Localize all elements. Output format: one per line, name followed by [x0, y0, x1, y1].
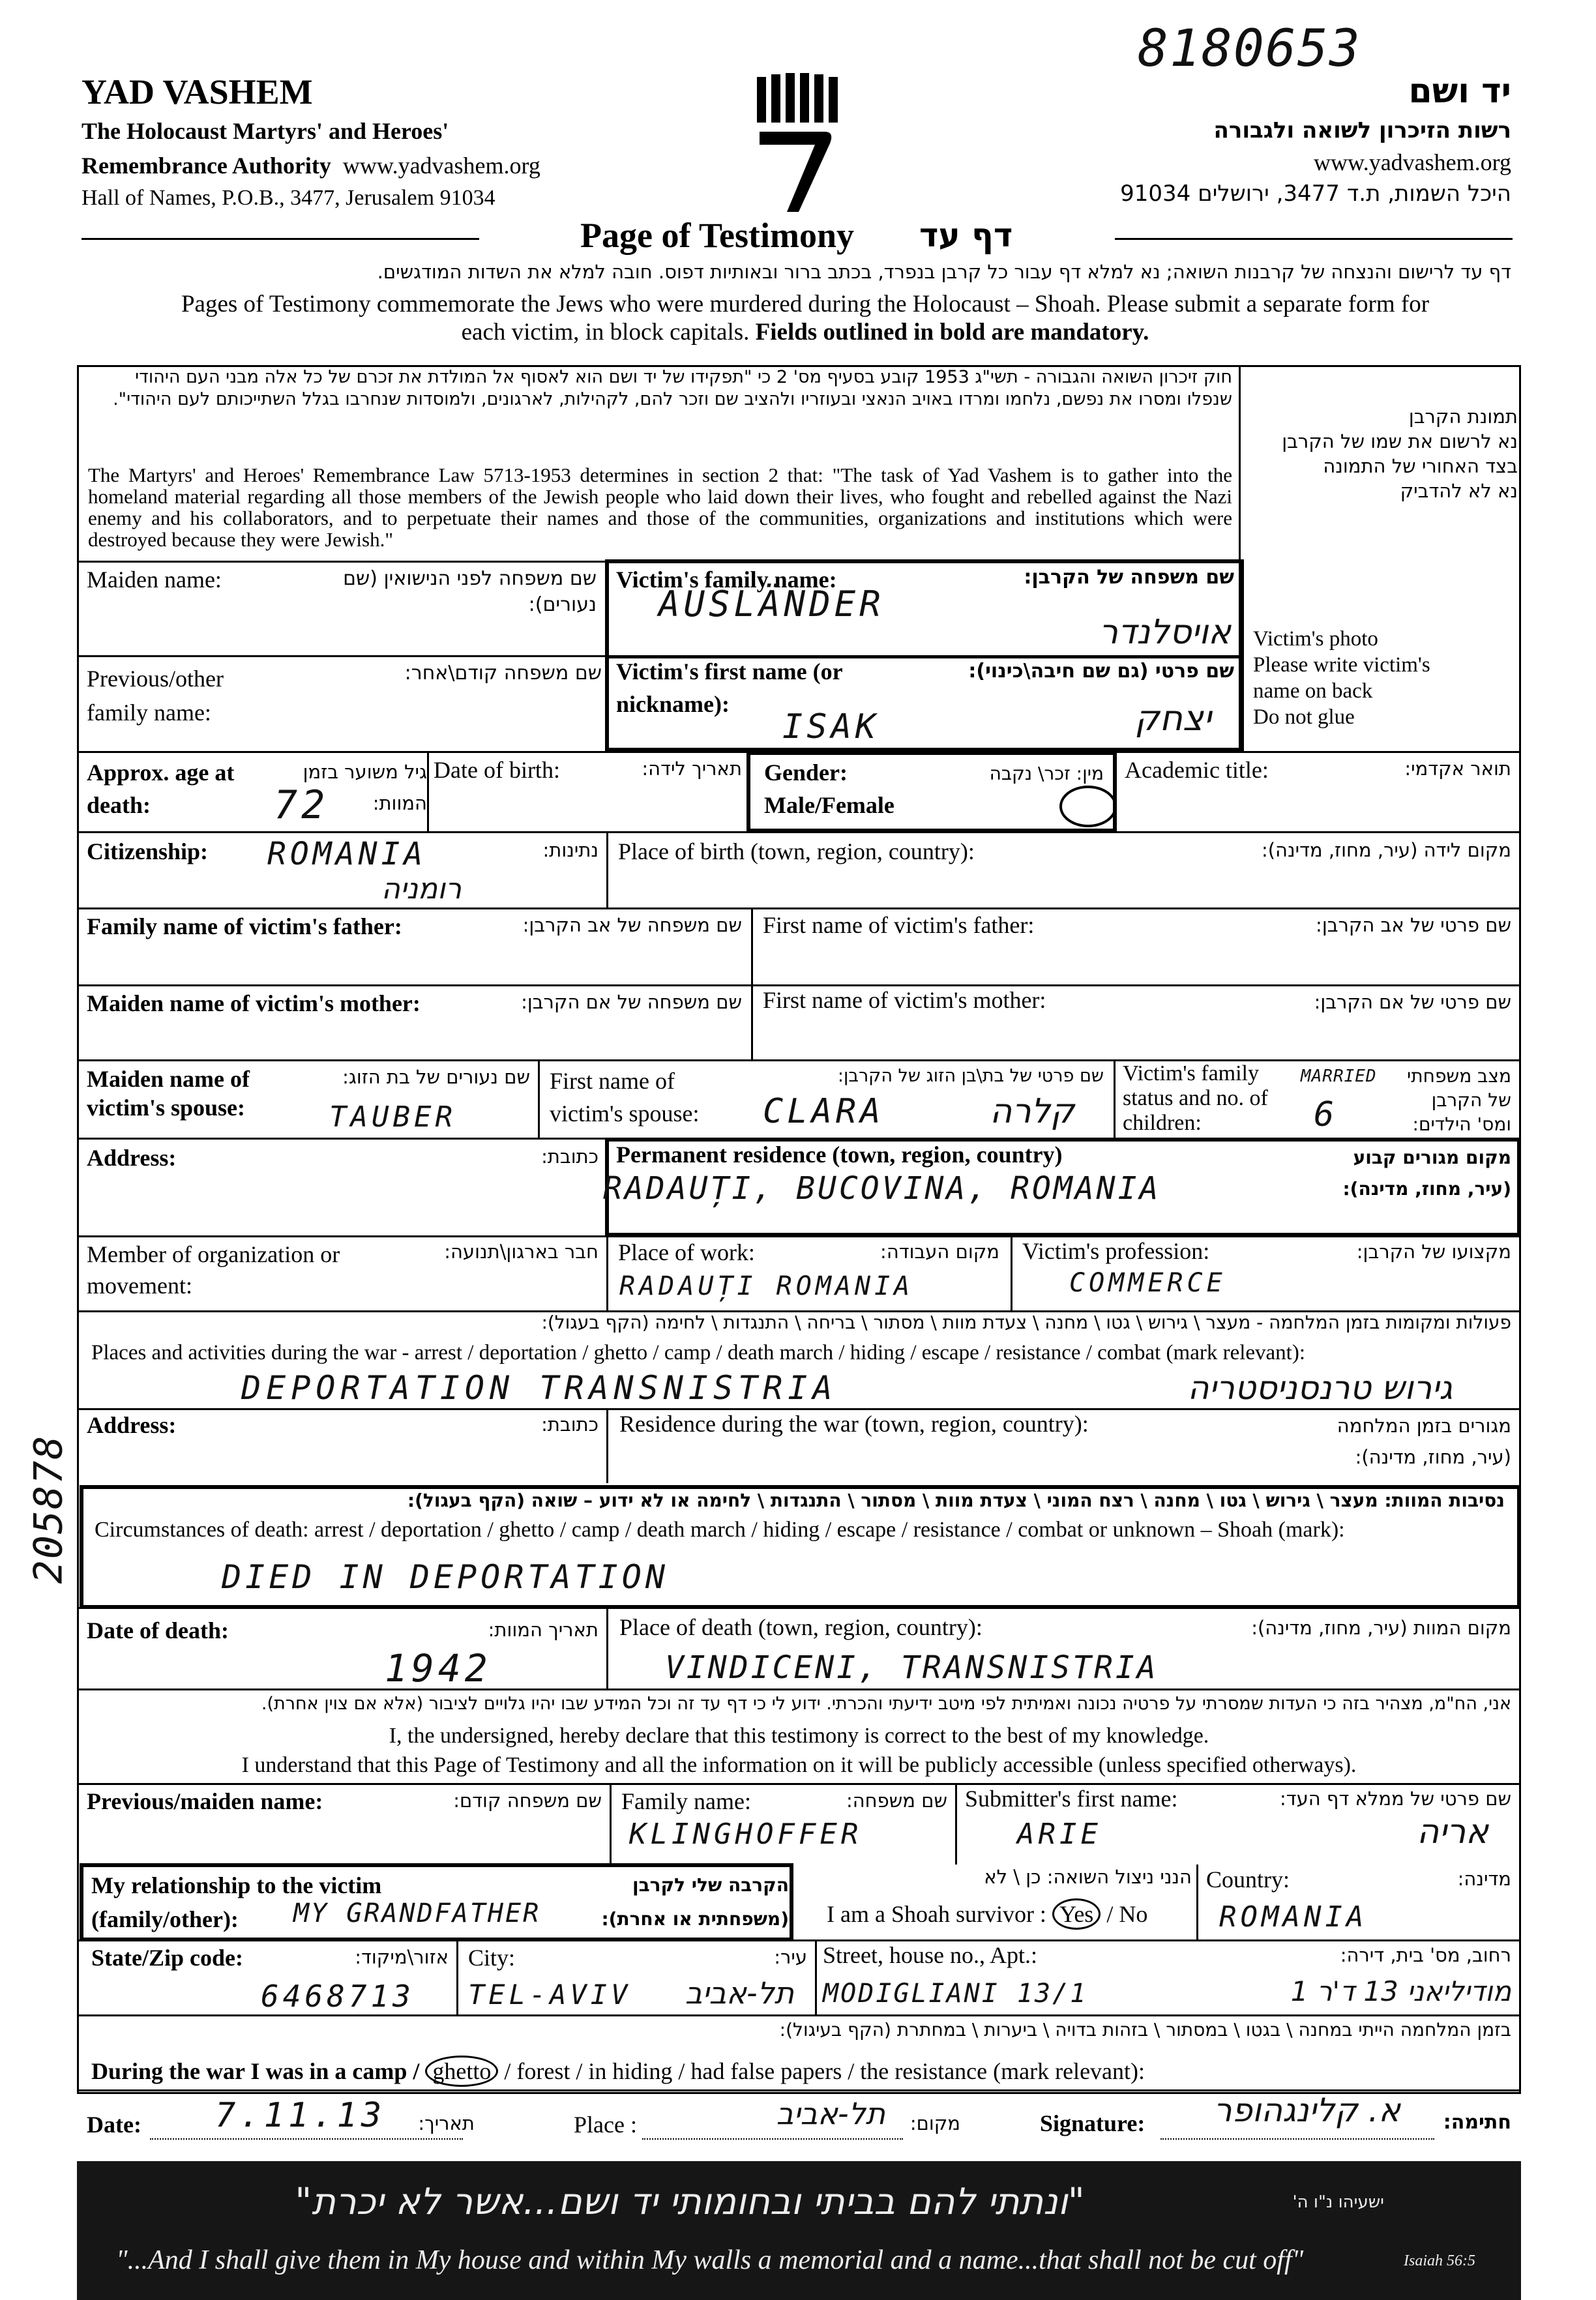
circumstances-label-he: נסיבות המוות: מעצר \ גירוש \ גטו \ מחנה \ רצח המוני \ צעדת מוות \ מסתור \ התנגדות \ לחימה או לא ידוע – שואה (הקף בעגול):	[407, 1490, 1505, 1511]
date-label: Date:	[87, 2112, 141, 2138]
instructions-en: Pages of Testimony commemorate the Jews who were murdered during the Holocaust – Shoah. Please submit a separate form for each victim, in block capitals. Fields outlined in bold are mandatory.	[181, 291, 1430, 346]
spouse-first-value-he[interactable]: קלרה	[990, 1092, 1074, 1131]
mother-maiden-label: Maiden name of victim's mother:	[87, 990, 421, 1016]
footer-ref-he: ישעיהו נ"ו ה'	[1292, 2192, 1384, 2212]
pod-value[interactable]: VINDICENI, TRANSNISTRIA	[665, 1649, 1159, 1686]
instructions-he: דף עד לרישום והנצחה של קרבנות השואה; נא למלא דף עבור כל קרבן בנפרד, בכתב ברור ובאותיות דפוס. חובה למלא את השדות המודגשים.	[377, 261, 1511, 283]
work-value[interactable]: RADAUȚI ROMANIA	[619, 1271, 914, 1301]
gender-circle[interactable]	[1059, 786, 1117, 827]
pod-label-he: מקום המוות (עיר, מחוז, מדינה):	[1251, 1617, 1511, 1639]
street-label-he: רחוב, מס' בית, דירה:	[1340, 1944, 1511, 1966]
gender-label: Gender: Male/Female	[764, 759, 894, 818]
war-places-value[interactable]: DEPORTATION TRANSNISTRIA	[241, 1369, 838, 1407]
war-places-label: Places and activities during the war - arrest / deportation / ghetto / camp / death march / hiding / escape / resistance / combat (mark relevant):	[91, 1341, 1306, 1364]
address-en: Hall of Names, P.O.B., 3477, Jerusalem 91034	[81, 186, 495, 210]
dod-label-he: תאריך המוות:	[488, 1619, 598, 1641]
spouse-maiden-label-he: שם נעורים של בת הזוג:	[342, 1066, 530, 1088]
profession-label: Victim's profession:	[1022, 1238, 1210, 1264]
street-value-he[interactable]: מודיליאני 13 ד'ר 1	[1290, 1975, 1511, 2007]
profession-label-he: מקצועו של הקרבן:	[1356, 1241, 1511, 1263]
family-name-value[interactable]: AUSLÄNDER	[658, 583, 885, 625]
member-label-he: חבר בארגון\תנועה:	[444, 1241, 598, 1263]
mother-maiden-label-he: שם משפחה של אם הקרבן:	[521, 991, 742, 1013]
family-status-label: Victim's family status and no. of children:	[1123, 1061, 1268, 1135]
signature-label: Signature:	[1040, 2110, 1145, 2136]
photo-instructions-he: תמונת הקרבן נא לרשום את שמו של הקרבן בצד האחורי של התמונה נא לא להדביק	[1282, 405, 1518, 502]
father-first-label-he: שם פרטי של אב הקרבן:	[1316, 914, 1511, 936]
zip-label-he: אזור\מיקוד:	[355, 1946, 449, 1968]
declaration-he: אני, הח"מ, מצהיר בזה כי העדות שמסרתי על פרטיה נכונה ואמיתית לפי מיטב ידיעתי והכרתי. ידוע לי כי דף עד זה וכל המידע שבו יהיו גלויים לציבור (אלא אם צוין אחרת).	[261, 1694, 1511, 1714]
perm-residence-label: Permanent residence (town, region, country)	[616, 1142, 1063, 1168]
mother-first-label: First name of victim's mother:	[763, 987, 1046, 1013]
dod-label: Date of death:	[87, 1617, 229, 1644]
page-title-he: דף עד	[919, 216, 1013, 254]
place-label-he: מקום:	[909, 2112, 960, 2134]
family-name-label-he: שם משפחה של הקרבן:	[1024, 566, 1234, 589]
age-value[interactable]: 72	[274, 782, 329, 828]
org-line2-he: רשות הזיכרון לשואה ולגבורה	[1213, 117, 1511, 143]
city-value-he[interactable]: תל-אביב	[685, 1975, 794, 2011]
maiden-name-label-he: שם משפחה לפני הנישואין (שם נעורים):	[343, 567, 597, 616]
survivor-no-option[interactable]: / No	[1106, 1901, 1148, 1927]
submitter-prev-name-label: Previous/maiden name:	[87, 1788, 323, 1814]
academic-title-label: Academic title:	[1125, 757, 1269, 783]
submitter-prev-name-label-he: שם משפחה קודם:	[453, 1790, 602, 1812]
first-name-label: Victim's first name (or nickname):	[616, 658, 842, 717]
family-status-label-he: מצב משפחתי של הקרבן ומס' הילדים:	[1406, 1065, 1511, 1135]
dob-label: Date of birth:	[434, 757, 560, 783]
footer-quote-en: "...And I shall give them in My house and within My walls a memorial and a name...that shall not be cut off"	[116, 2245, 1304, 2275]
father-first-label: First name of victim's father:	[763, 912, 1035, 938]
submitter-first-value-he[interactable]: אריה	[1417, 1812, 1488, 1851]
survivor-label: I am a Shoah survivor : Yes / No	[827, 1898, 1147, 1930]
age-label-he: גיל משוער בזמן המוות:	[303, 761, 427, 814]
war-address-label-he: כתובת:	[541, 1413, 598, 1436]
maiden-name-label: Maiden name:	[87, 567, 222, 593]
address-label: Address:	[87, 1145, 177, 1171]
city-value[interactable]: TEL-AVIV	[468, 1979, 632, 2011]
serial-number: 8180653	[1138, 20, 1361, 78]
submitter-family-label-he: שם משפחה:	[846, 1790, 947, 1812]
war-places-label-he: פעולות ומקומות בזמן המלחמה - מעצר \ גירוש \ גטו \ מחנה \ צעדת מוות \ מסתור \ בריחה \ התנגדות \ לחימה (הקף בעגול):	[541, 1312, 1511, 1333]
org-line2-en: The Holocaust Martyrs' and Heroes'	[81, 118, 449, 144]
country-label: Country:	[1206, 1866, 1290, 1893]
org-line3-en: Remembrance Authority www.yadvashem.org	[81, 153, 540, 179]
signature-label-he: חתימה:	[1443, 2111, 1511, 2134]
perm-residence-value[interactable]: RADAUȚI, BUCOVINA, ROMANIA	[603, 1170, 1161, 1207]
prev-family-name-label: Previous/other family name:	[87, 666, 224, 726]
citizenship-value-he[interactable]: רומניה	[381, 872, 462, 906]
dod-value[interactable]: 1942	[385, 1646, 492, 1690]
gender-label-he: מין: זכר\ נקבה	[989, 763, 1104, 784]
war-ghetto-option[interactable]: ghetto	[425, 2056, 498, 2087]
law-text-en: The Martyrs' and Heroes' Remembrance Law 5713-1953 determines in section 2 that: "The task of Yad Vashem is to gather into the homeland material regarding all those members of the Jewish people who laid down their lives, who fought and rebelled against the Nazi enemy and his collaborators, and to perpetuate their names and those of the communities, organizations and institutions which were destroyed because they were Jewish."	[88, 464, 1232, 551]
relationship-label-he: הקרבה שלי לקרבן (משפחתית או אחרת):	[601, 1874, 789, 1930]
academic-title-label-he: תואר אקדמי:	[1404, 758, 1511, 780]
war-places-value-he[interactable]: גירוש טרנסניסטריה	[1187, 1369, 1453, 1407]
country-label-he: מדינה:	[1457, 1868, 1511, 1890]
member-label: Member of organization or movement:	[87, 1241, 340, 1299]
submitter-first-value[interactable]: ARIE	[1017, 1818, 1102, 1851]
family-status-value[interactable]: MARRIED	[1301, 1067, 1377, 1086]
law-text-he: חוק זיכרון השואה והגבורה - תשי"ג 1953 קובע בסעיף מס' 2 כי "תפקידו של יד ושם הוא לאסוף אל המולדת את זכרם של כל אלה מבני העם היהודי שנפלו ומסרו את נפשם, נלחמו ומרדו באויב הנאצי ובעוזריו ולהציב שם וזכר להם, לקהילות, לארגונים, ולמוסדות שנחרבו בגלל השתייכותם לעם היהודי".	[113, 367, 1232, 409]
margin-number: 205878	[25, 1434, 72, 1584]
street-label: Street, house no., Apt.:	[823, 1942, 1037, 1968]
yad-vashem-logo	[753, 72, 844, 222]
page-title-en: Page of Testimony	[580, 216, 855, 255]
city-label: City:	[468, 1945, 516, 1971]
footer-quote-he: "ונתתי להם בביתי ובחומותי יד ושם...אשר לא יכרת"	[295, 2181, 1085, 2223]
place-label: Place :	[574, 2112, 637, 2138]
website-en: www.yadvashem.org	[342, 153, 540, 179]
first-name-value-he[interactable]: יצחק	[1134, 698, 1211, 739]
circumstances-value[interactable]: DIED IN DEPORTATION	[222, 1558, 669, 1596]
war-address-label: Address:	[87, 1412, 177, 1438]
prev-family-name-label-he: שם משפחה קודם\אחר:	[404, 662, 602, 685]
zip-label: State/Zip code:	[91, 1945, 243, 1971]
footer-banner	[77, 2161, 1521, 2300]
address-label-he: כתובת:	[541, 1145, 598, 1168]
country-value[interactable]: ROMANIA	[1219, 1900, 1368, 1934]
place-value[interactable]: תל-אביב	[776, 2096, 885, 2131]
submitter-war-label: During the war I was in a camp / ghetto / forest / in hiding / had false papers / the resistance (mark relevant):	[91, 2056, 1145, 2087]
father-family-label: Family name of victim's father:	[87, 913, 402, 939]
mother-first-label-he: שם פרטי של אם הקרבן:	[1314, 991, 1511, 1013]
date-value[interactable]: 7.11.13	[215, 2096, 386, 2135]
family-name-value-he[interactable]: אויסלנדר	[1099, 613, 1231, 652]
age-label: Approx. age at death:	[87, 759, 235, 818]
zip-value[interactable]: 6468713	[261, 1979, 415, 2014]
profession-value[interactable]: COMMERCE	[1069, 1268, 1226, 1298]
perm-residence-label-he: מקום מגורים קבוע (עיר, מחוז, מדינה):	[1342, 1147, 1511, 1200]
father-family-label-he: שם משפחה של אב הקרבן:	[522, 914, 742, 936]
website-he: www.yadvashem.org	[1314, 149, 1511, 175]
spouse-first-value[interactable]: CLARA	[763, 1092, 885, 1131]
children-value[interactable]: 6	[1314, 1095, 1338, 1134]
dob-label-he: תאריך לידה:	[642, 758, 742, 780]
submitter-first-label-he: שם פרטי של ממלא דף העד:	[1279, 1788, 1511, 1810]
submitter-first-label: Submitter's first name:	[965, 1786, 1178, 1812]
signature-value[interactable]: א. קלינגהופר	[1213, 2091, 1400, 2129]
pob-label-he: מקום לידה (עיר, מחוז, מדינה):	[1261, 839, 1511, 861]
spouse-maiden-value[interactable]: TAUBER	[329, 1100, 456, 1134]
first-name-label-he: שם פרטי (גם שם חיבה\כינוי):	[968, 660, 1234, 683]
first-name-value[interactable]: ISAK	[782, 707, 880, 746]
photo-instructions-en: Victim's photo Please write victim's name on back Do not glue	[1253, 627, 1430, 729]
spouse-first-label: First name of victim's spouse:	[550, 1068, 700, 1127]
relationship-value[interactable]: MY GRANDFATHER	[293, 1898, 541, 1928]
pob-label: Place of birth (town, region, country):	[618, 838, 975, 864]
submitter-family-label: Family name:	[621, 1788, 751, 1814]
survivor-yes-option[interactable]: Yes	[1052, 1898, 1101, 1930]
family-name-label: Victim's family name:	[616, 567, 837, 593]
spouse-first-label-he: שם פרטי של בת\בן הזוג של הקרבן:	[837, 1066, 1104, 1086]
street-value[interactable]: MODIGLIANI 13/1	[823, 1979, 1088, 2009]
relationship-label: My relationship to the victim (family/other):	[91, 1872, 382, 1932]
declaration-en: I, the undersigned, hereby declare that this testimony is correct to the best of my knowledge. I understand that this Page of Testimony and all the information on it will be publicly accessible (unless specified otherways).	[241, 1724, 1357, 1777]
survivor-label-he: הנני ניצול השואה: כן \ לא	[984, 1866, 1192, 1888]
spouse-maiden-label: Maiden name of victim's spouse:	[87, 1066, 250, 1121]
citizenship-label-he: נתינות:	[542, 839, 598, 861]
submitter-war-label-he: בזמן המלחמה הייתי במחנה \ בגטו \ במסתור \ בזהות בדויה \ ביערות \ במחתרת (הקף בעיגול):	[779, 2019, 1511, 2041]
org-name-en: YAD VASHEM	[81, 72, 313, 111]
circumstances-label: Circumstances of death: arrest / deportation / ghetto / camp / death march / hiding / escape / resistance / combat or unknown – Shoah (mark):	[95, 1518, 1345, 1542]
citizenship-label: Citizenship:	[87, 838, 209, 864]
address-he: היכל השמות, ת.ד 3477, ירושלים 91034	[1120, 181, 1511, 207]
war-residence-label: Residence during the war (town, region, country):	[619, 1411, 1089, 1437]
citizenship-value[interactable]: ROMANIA	[267, 836, 427, 872]
pod-label: Place of death (town, region, country):	[619, 1614, 983, 1640]
city-label-he: עיר:	[774, 1946, 807, 1968]
org-name-he: יד ושם	[1408, 72, 1511, 111]
footer-ref-en: Isaiah 56:5	[1404, 2252, 1475, 2269]
war-residence-label-he: מגורים בזמן המלחמה (עיר, מחוז, מדינה):	[1337, 1415, 1511, 1468]
submitter-family-value[interactable]: KLINGHOFFER	[629, 1818, 863, 1851]
work-label: Place of work:	[618, 1239, 755, 1265]
work-label-he: מקום העבודה:	[880, 1241, 999, 1263]
date-label-he: תאריך:	[418, 2112, 475, 2134]
